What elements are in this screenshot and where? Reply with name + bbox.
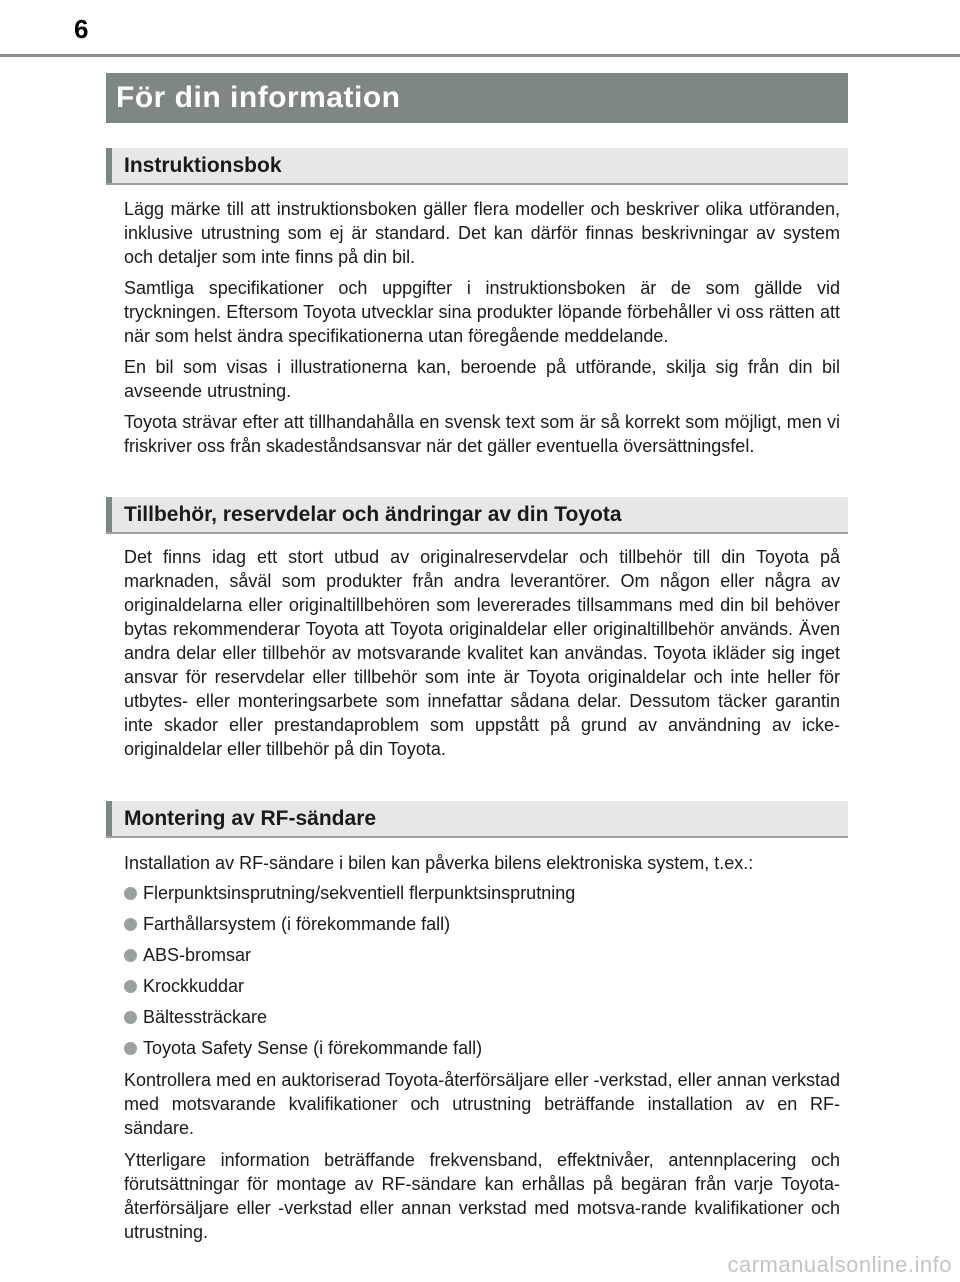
bullet-dot-icon	[124, 980, 137, 993]
list-item	[124, 912, 840, 936]
top-rule	[0, 54, 960, 57]
bullet-dot-icon	[124, 918, 137, 931]
section-header-tillbehor	[106, 497, 848, 534]
section-header-accent	[106, 148, 112, 183]
section-header-accent	[106, 801, 112, 836]
list-item-text: ABS-bromsar	[143, 945, 252, 965]
page-title: För din information	[106, 73, 848, 123]
paragraph: Ytterligare information beträffande frekvensband, effektnivåer, antennplacering och förutsättningar för montage av RF-sändare kan erhållas på begäran från varje Toyota-återförsäljare eller -verkstad eller annan verkstad med motsva-rande kvalifikationer och utrustning.	[124, 1150, 840, 1242]
list-item-text: Flerpunktsinsprutning/sekventiell flerpunktsinsprutning	[143, 883, 576, 903]
list-item	[124, 943, 840, 967]
paragraph: Samtliga specifikationer och uppgifter i instruktionsboken är de som gällde vid tryckningen. Eftersom Toyota utvecklar sina produkter löpande förbehåller vi oss rätten att när som helst ändra specifikationerna utan föregående meddelande.	[124, 278, 840, 346]
list-item	[124, 881, 840, 905]
bullet-dot-icon	[124, 1011, 137, 1024]
page-number: 6	[74, 14, 89, 44]
list-item-text: Bältessträckare	[143, 1007, 268, 1027]
section-header-instruktionsbok	[106, 148, 848, 185]
section-heading: Montering av RF-sändare	[124, 807, 377, 830]
list-item	[124, 1005, 840, 1029]
watermark: carmanualsonline.info	[727, 1252, 952, 1277]
paragraph: Lägg märke till att instruktionsboken gäller flera modeller och beskriver olika utföranden, inklusive utrustning som ej är standard. Det kan därför finnas beskrivningar av system och detaljer som inte finns på din bil.	[124, 199, 840, 267]
bullet-dot-icon	[124, 887, 137, 900]
list-item-text: Toyota Safety Sense (i förekommande fall)	[143, 1038, 483, 1058]
section-header-accent	[106, 497, 112, 532]
paragraph: Toyota strävar efter att tillhandahålla en svensk text som är så korrekt som möjligt, men vi friskriver oss från skadeståndsansvar när det gäller eventuella översättningsfel.	[124, 412, 840, 456]
paragraph: Installation av RF-sändare i bilen kan påverka bilens elektroniska system, t.ex.:	[124, 853, 754, 873]
list-item	[124, 1036, 840, 1060]
paragraph: Det finns idag ett stort utbud av originalreservdelar och tillbehör till din Toyota på marknaden, såväl som produkter från andra leverantörer. Om någon eller några av originaldelarna eller originaltillbehören som levererades tillsammans med din bil behöver bytas rekommenderar Toyota att Toyota originaldelar eller originaltillbehör används. Även andra delar eller tillbehör av motsvarande kvalitet kan användas. Toyota ikläder sig inget ansvar för reservdelar eller tillbehör som inte är Toyota originaldelar och inte heller för utbytes- eller monteringsarbete som innefattar sådana delar. Dessutom täcker garantin inte skador eller prestandaproblem som uppstått på grund av användning av icke-originaldelar eller tillbehör på din Toyota.	[124, 547, 840, 759]
list-item-text: Farthållarsystem (i förekommande fall)	[143, 914, 451, 934]
section-header-rf-sandare	[106, 801, 848, 838]
paragraph: Kontrollera med en auktoriserad Toyota-återförsäljare eller -verkstad, eller annan verkstad med motsvarande kvalifikationer och utrustning beträffande installation av en RF-sändare.	[124, 1070, 840, 1138]
paragraph: En bil som visas i illustrationerna kan, beroende på utförande, skilja sig från din bil avseende utrustning.	[124, 357, 840, 401]
list-item	[124, 974, 840, 998]
bullet-dot-icon	[124, 1042, 137, 1055]
section-heading: Instruktionsbok	[124, 154, 282, 177]
list-item-text: Krockkuddar	[143, 976, 245, 996]
bullet-dot-icon	[124, 949, 137, 962]
section-heading: Tillbehör, reservdelar och ändringar av din Toyota	[124, 503, 622, 526]
